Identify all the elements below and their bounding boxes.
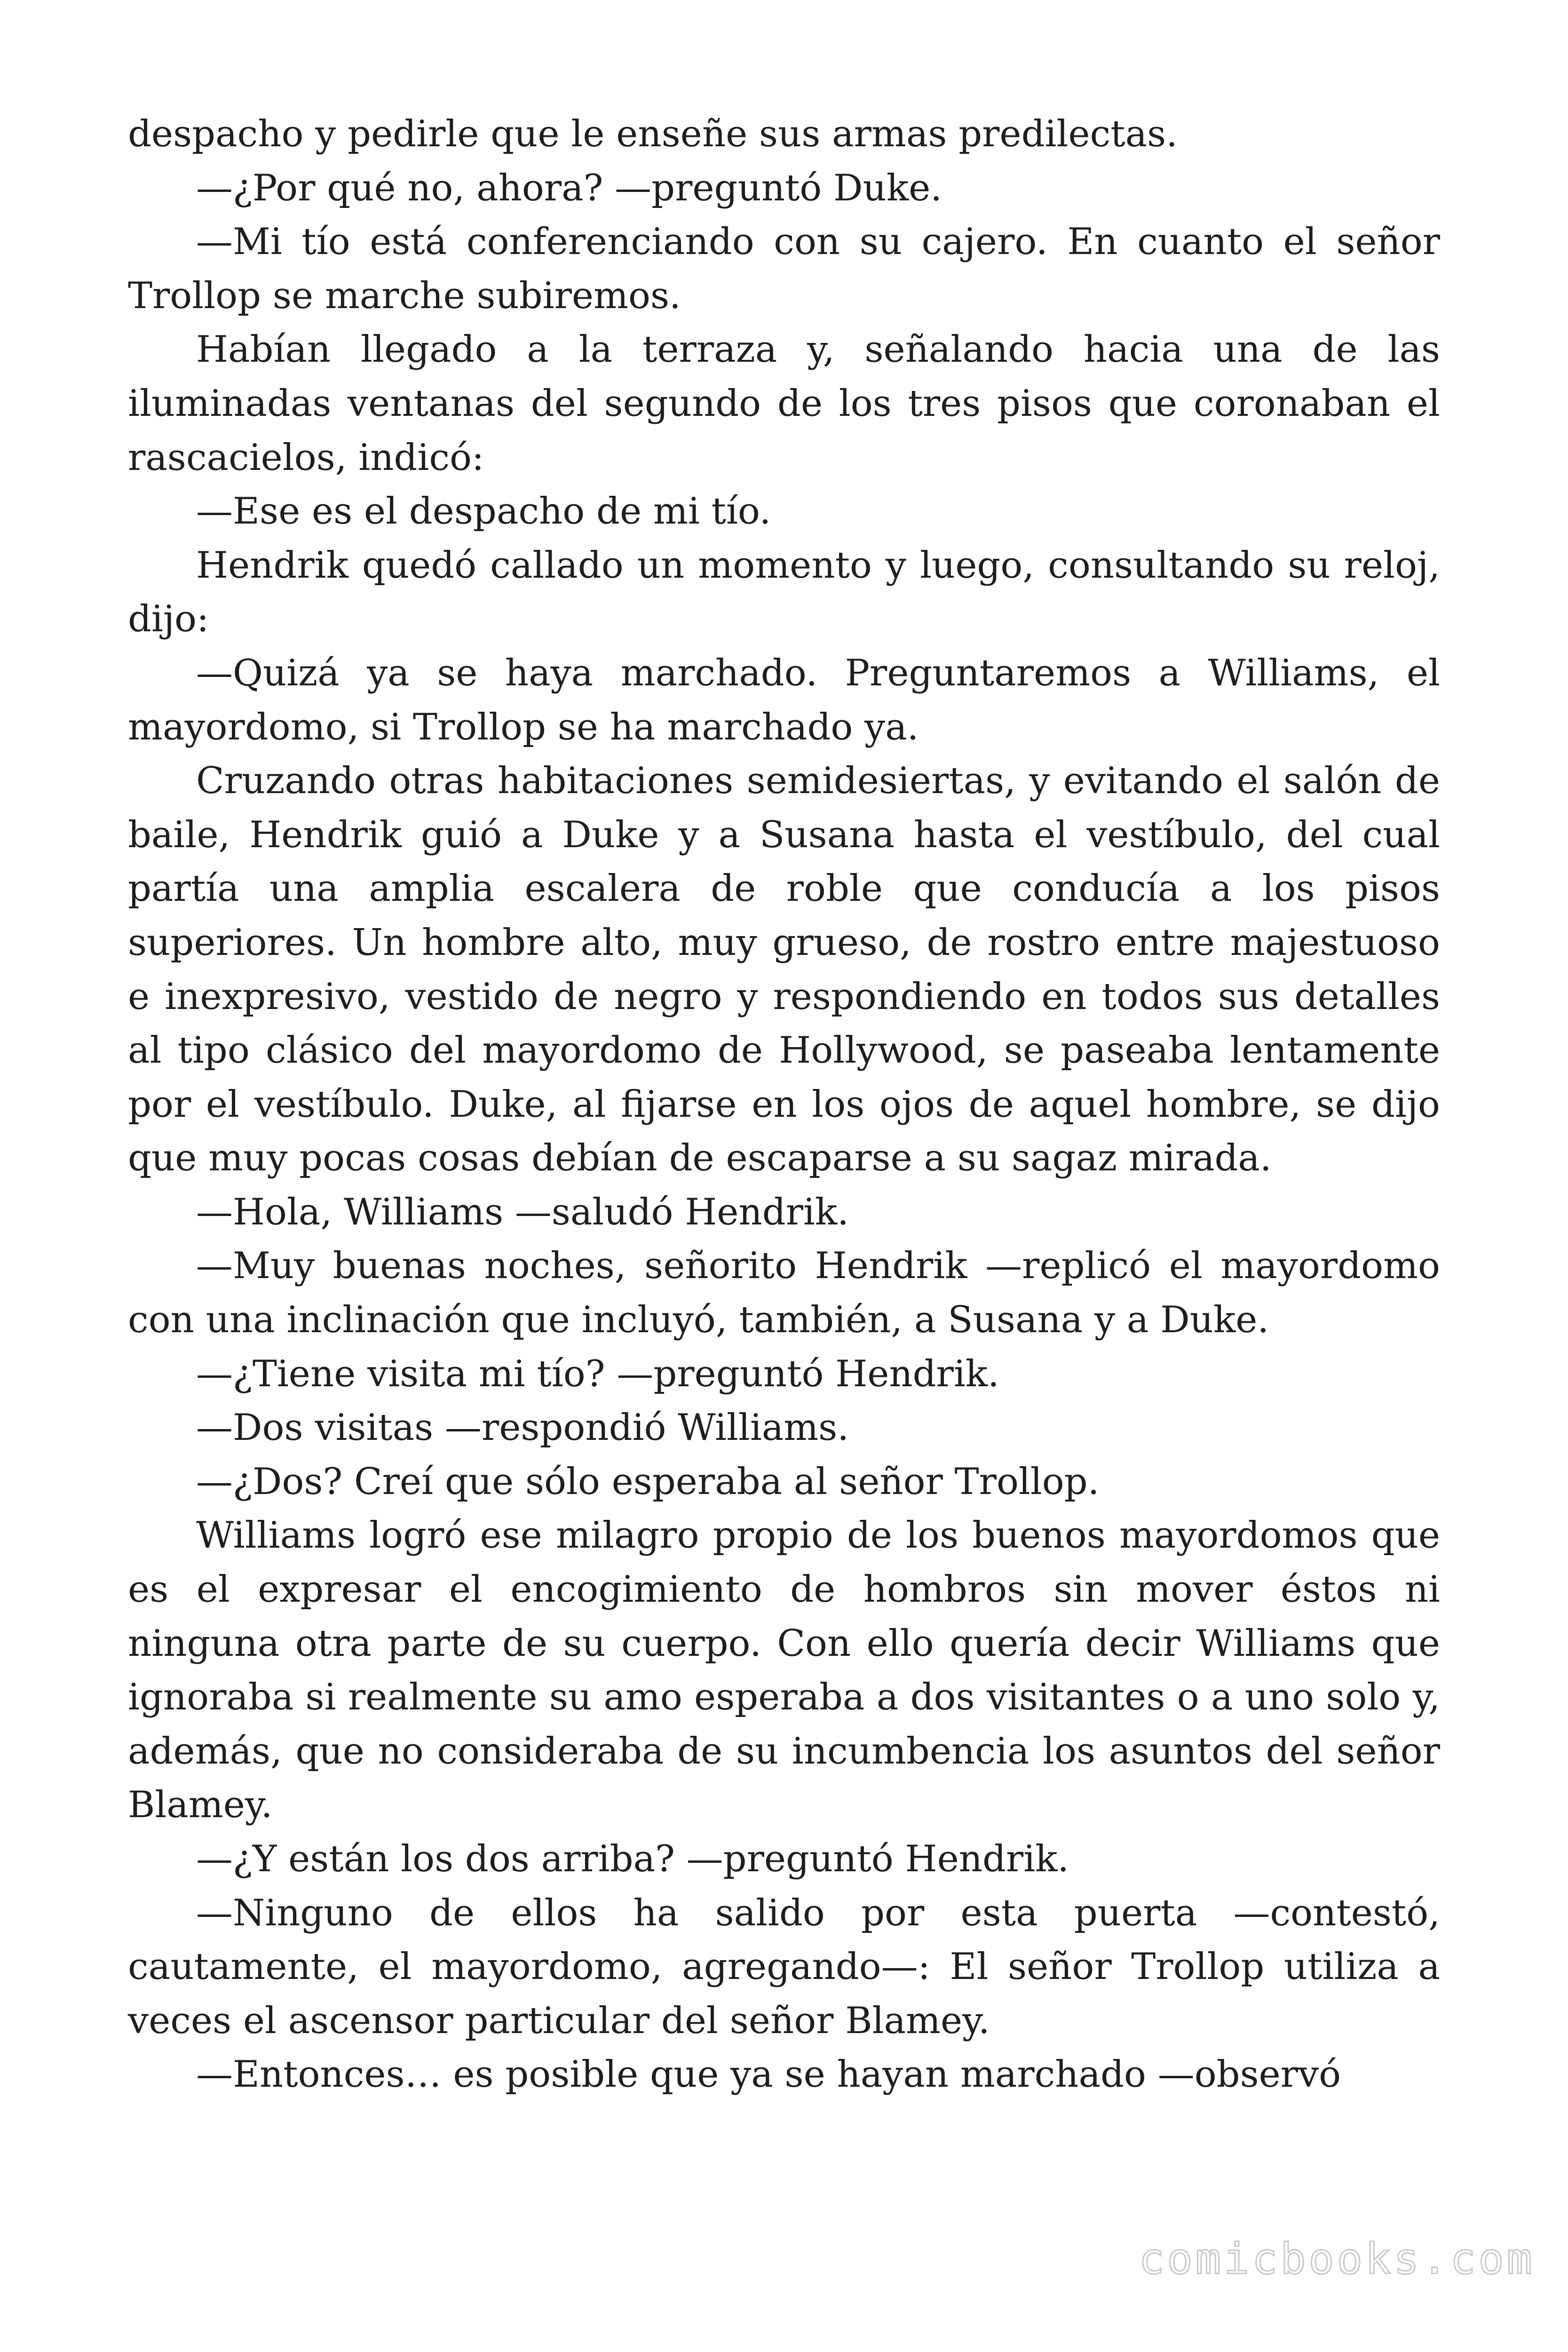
paragraph-dialogue: —Ese es el despacho de mi tío. — [196, 490, 771, 533]
paragraph-dialogue: —Muy buenas noches, señorito Hendrik —replicó el mayordomo con una inclinación que incluyó, también, a Susana y a Duke. — [128, 1245, 1440, 1342]
paragraph-dialogue: —Ninguno de ellos ha salido por esta puerta —contestó, cautamente, el mayordomo, agregando—: El señor Trollop utiliza a veces el ascensor particular del señor Blamey. — [128, 1891, 1440, 2042]
body-text — [128, 107, 1440, 2102]
site-watermark: comicbooks.com — [1139, 2234, 1535, 2284]
paragraph-dialogue: —¿Y están los dos arriba? —preguntó Hendrik. — [196, 1838, 1069, 1880]
paragraph-narration: Hendrik quedó callado un momento y luego, consultando su reloj, dijo: — [128, 544, 1440, 641]
paragraph-dialogue: —¿Por qué no, ahora? —preguntó Duke. — [196, 167, 942, 209]
paragraph-continuation: despacho y pedirle que le enseñe sus armas predilectas. — [128, 113, 1178, 155]
paragraph-narration: Cruzando otras habitaciones semidesiertas, y evitando el salón de baile, Hendrik guió a Duke y a Susana hasta el vestíbulo, del cual partía una amplia escalera de roble que conducía a los pisos superiores. Un hombre alto, muy grueso, de rostro entre majestuoso e inexpresivo, vestido de negro y respondiendo en todos sus detalles al tipo clásico del mayordomo de Hollywood, se paseaba lentamente por el vestíbulo. Duke, al fijarse en los ojos de aquel hombre, se dijo que muy pocas cosas debían de escaparse a su sagaz mirada. — [128, 760, 1440, 1180]
paragraph-dialogue: —Quizá ya se haya marchado. Preguntaremos a Williams, el mayordomo, si Trollop se ha marchado ya. — [128, 652, 1440, 748]
paragraph-narration: Williams logró ese milagro propio de los buenos mayordomos que es el expresar el encogimiento de hombros sin mover éstos ni ninguna otra parte de su cuerpo. Con ello quería decir Williams que ignoraba si realmente su amo esperaba a dos visitantes o a uno solo y, además, que no consideraba de su incumbencia los asuntos del señor Blamey. — [128, 1514, 1440, 1827]
paragraph-dialogue: —¿Dos? Creí que sólo esperaba al señor Trollop. — [196, 1460, 1100, 1503]
paragraph-dialogue: —Mi tío está conferenciando con su cajero. En cuanto el señor Trollop se marche subiremos. — [128, 221, 1440, 317]
paragraph-dialogue: —Dos visitas —respondió Williams. — [196, 1406, 849, 1449]
paragraph-dialogue: —Entonces… es posible que ya se hayan marchado —observó — [196, 2053, 1341, 2096]
paragraph-dialogue: —¿Tiene visita mi tío? —preguntó Hendrik. — [196, 1352, 999, 1395]
paragraph-dialogue: —Hola, Williams —saludó Hendrik. — [196, 1191, 849, 1233]
paragraph-narration: Habían llegado a la terraza y, señalando hacia una de las iluminadas ventanas del segundo de los tres pisos que coronaban el rascacielos, indicó: — [128, 328, 1440, 479]
